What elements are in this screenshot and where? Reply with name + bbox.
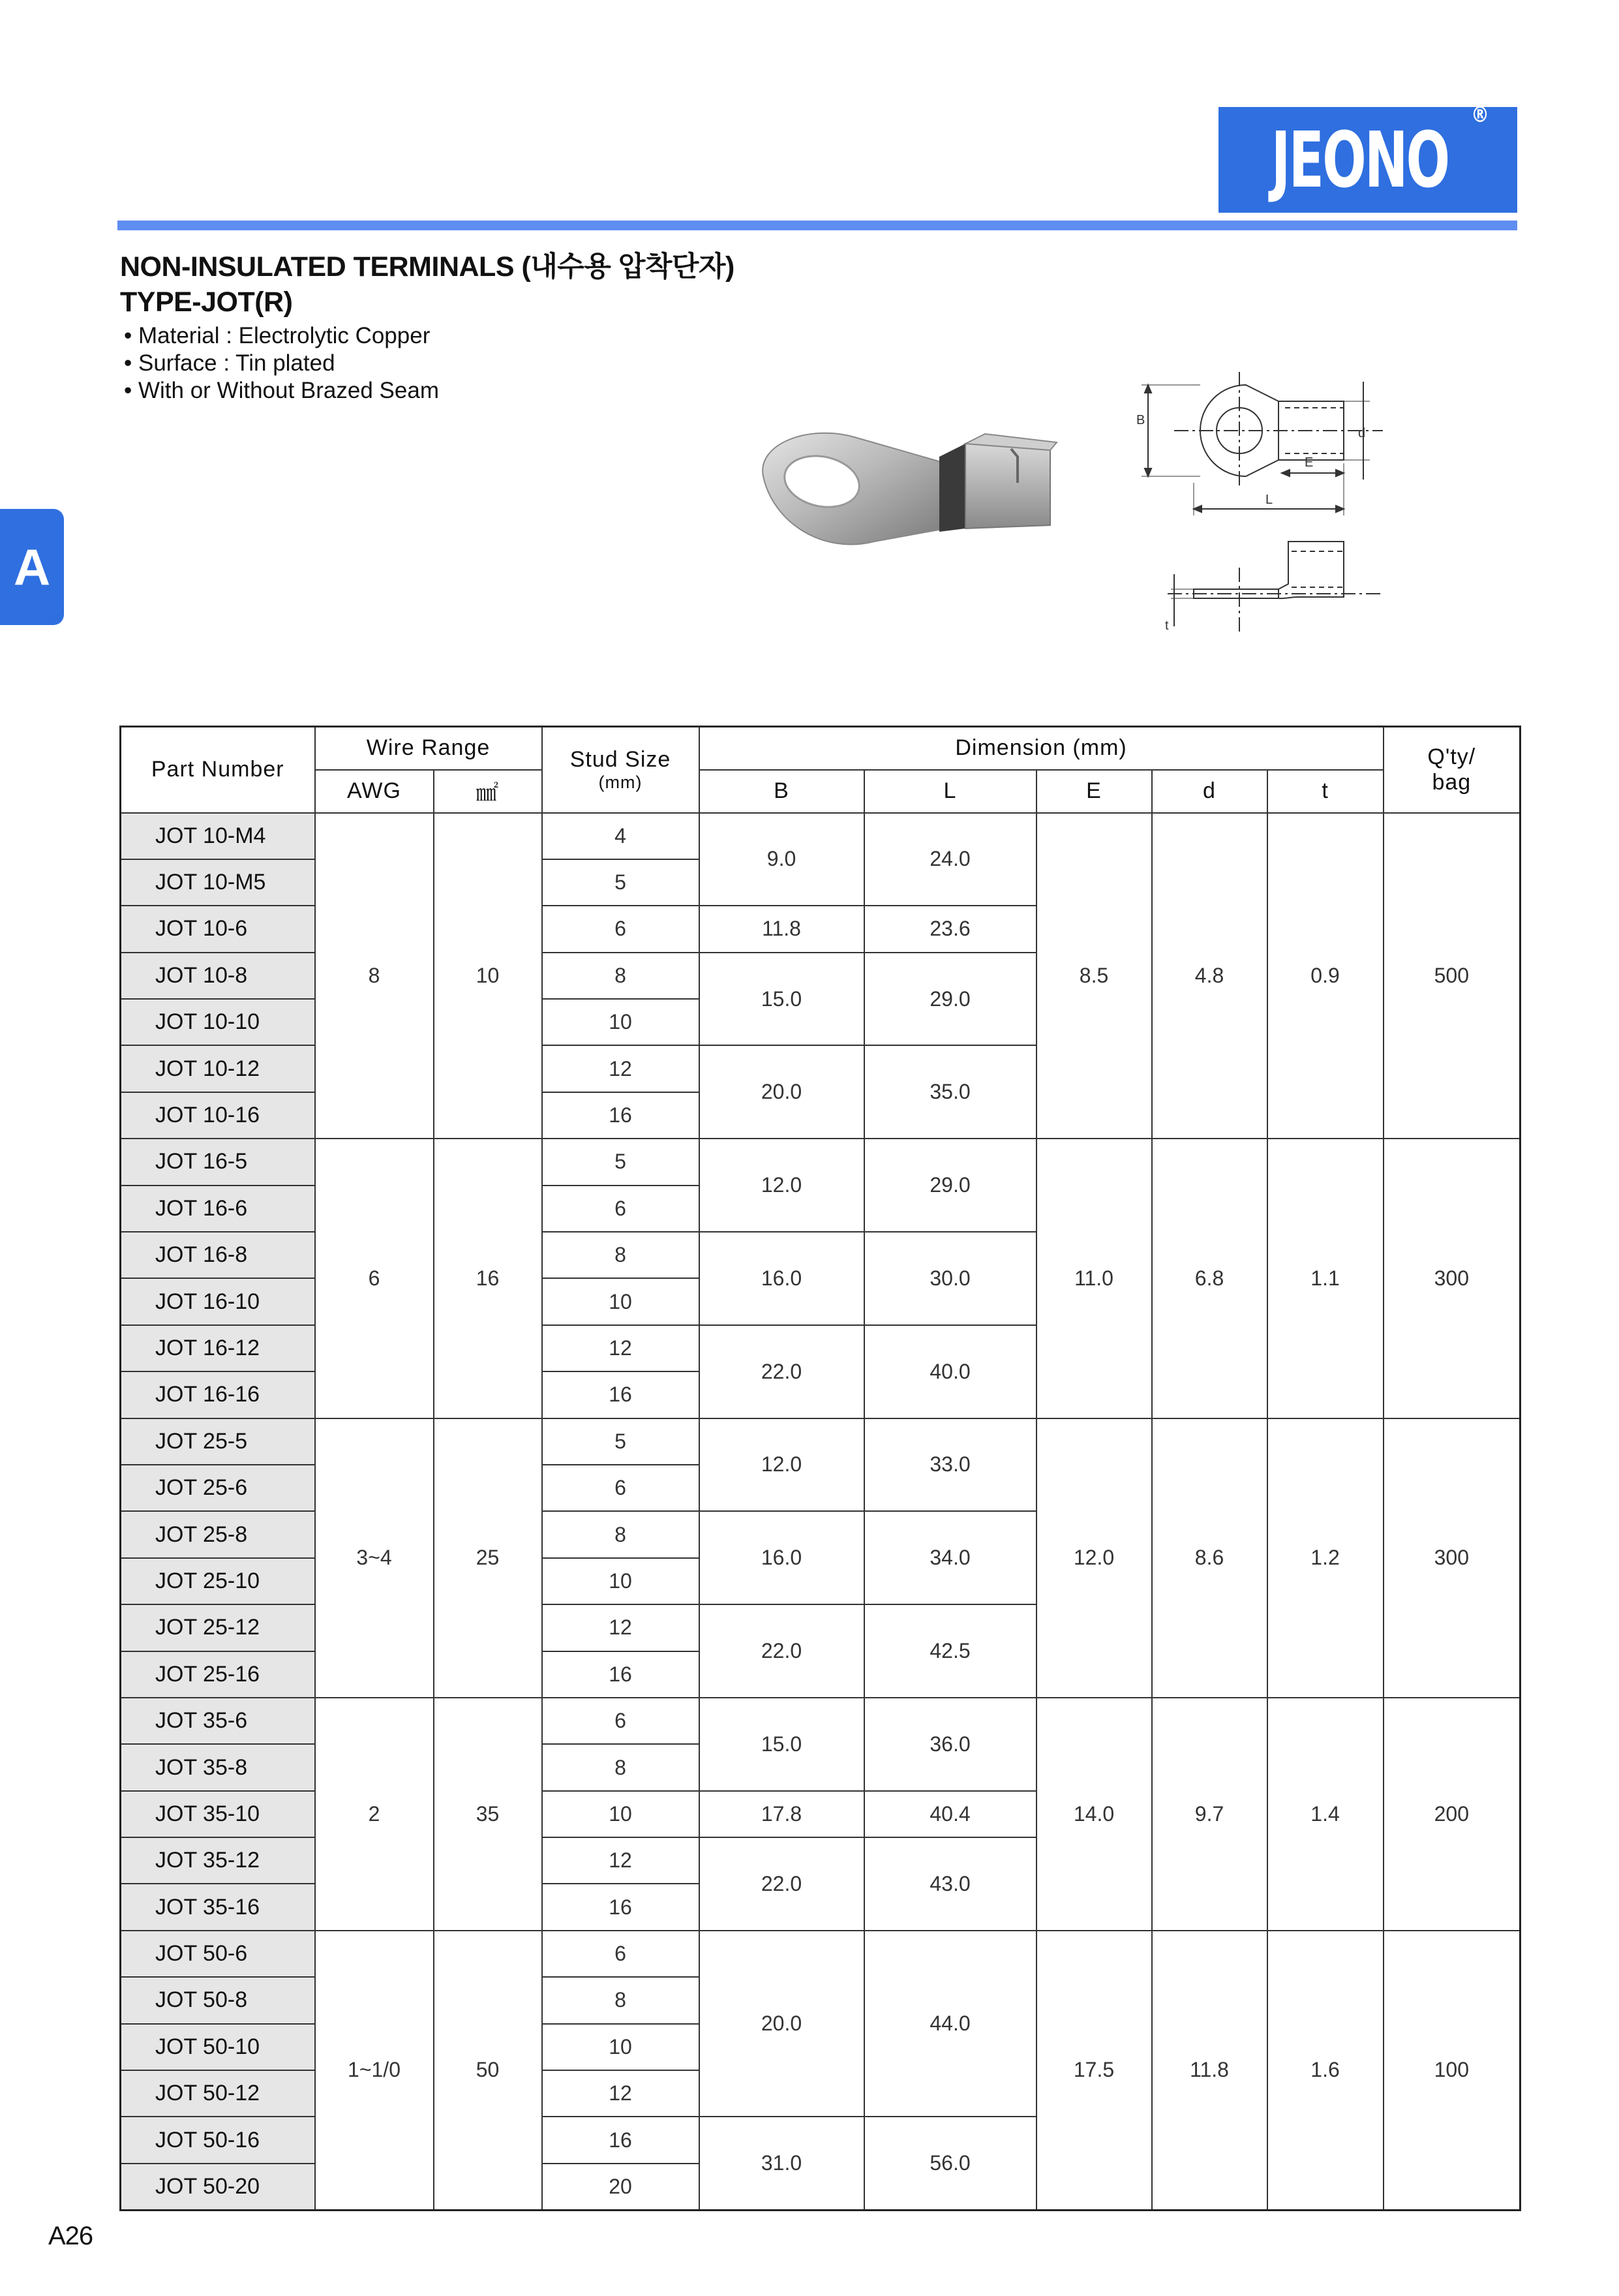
t-value: 1.1 xyxy=(1267,1139,1384,1418)
part-number: JOT 35-6 xyxy=(121,1698,315,1744)
part-number: JOT 10-8 xyxy=(121,953,315,999)
header-stud-unit: (mm) xyxy=(598,772,643,792)
header-t: t xyxy=(1267,770,1384,813)
l-value: 56.0 xyxy=(864,2117,1036,2210)
l-value: 36.0 xyxy=(864,1698,1036,1791)
stud-value: 10 xyxy=(542,1278,699,1324)
label-e: E xyxy=(1305,455,1314,470)
part-number: JOT 50-8 xyxy=(121,1977,315,2023)
brand-logo xyxy=(1218,102,1517,213)
l-value: 23.6 xyxy=(864,906,1036,952)
part-number: JOT 50-20 xyxy=(121,2164,315,2210)
mm2-value: 35 xyxy=(434,1698,542,1931)
b-value: 22.0 xyxy=(699,1325,864,1418)
header-e: E xyxy=(1036,770,1152,813)
part-number: JOT 16-5 xyxy=(121,1139,315,1185)
stud-value: 16 xyxy=(542,1884,699,1930)
title-line-1: NON-INSULATED TERMINALS (내수용 압착단자) xyxy=(120,251,734,283)
part-number: JOT 35-8 xyxy=(121,1744,315,1790)
stud-value: 16 xyxy=(542,1371,699,1418)
header-awg: AWG xyxy=(315,770,434,813)
stud-value: 10 xyxy=(542,1791,699,1837)
t-value: 1.6 xyxy=(1267,1931,1384,2210)
feature-item: • With or Without Brazed Seam xyxy=(124,377,439,405)
l-value: 24.0 xyxy=(864,813,1036,906)
section-tab: A xyxy=(0,509,64,625)
label-d: d xyxy=(1358,426,1366,440)
part-number: JOT 50-6 xyxy=(121,1931,315,1977)
b-value: 22.0 xyxy=(699,1604,864,1698)
stud-value: 6 xyxy=(542,1931,699,1977)
t-value: 0.9 xyxy=(1267,813,1384,1139)
spec-table xyxy=(119,726,1521,2211)
qty-value: 100 xyxy=(1384,1931,1521,2210)
b-value: 20.0 xyxy=(699,1045,864,1139)
stud-value: 8 xyxy=(542,1232,699,1278)
l-value: 29.0 xyxy=(864,1139,1036,1232)
l-value: 35.0 xyxy=(864,1045,1036,1139)
stud-value: 20 xyxy=(542,2164,699,2210)
part-number: JOT 25-16 xyxy=(121,1651,315,1698)
table-row xyxy=(121,1418,1521,1465)
d-value: 6.8 xyxy=(1152,1139,1267,1418)
header-part-number: Part Number xyxy=(121,727,315,813)
terminal-photo xyxy=(750,418,1063,574)
stud-value: 16 xyxy=(542,1092,699,1139)
part-number: JOT 50-10 xyxy=(121,2024,315,2070)
stud-value: 5 xyxy=(542,859,699,906)
feature-item: • Material : Electrolytic Copper xyxy=(124,322,439,350)
part-number: JOT 35-12 xyxy=(121,1837,315,1884)
registered-mark: ® xyxy=(1471,102,1487,128)
b-value: 22.0 xyxy=(699,1837,864,1931)
d-value: 11.8 xyxy=(1152,1931,1267,2210)
stud-value: 10 xyxy=(542,999,699,1045)
t-value: 1.2 xyxy=(1267,1418,1384,1698)
label-l: L xyxy=(1265,493,1273,507)
d-value: 9.7 xyxy=(1152,1698,1267,1931)
t-value: 1.4 xyxy=(1267,1698,1384,1931)
stud-value: 8 xyxy=(542,953,699,999)
brand-name: JEONO xyxy=(1271,115,1449,205)
part-number: JOT 35-16 xyxy=(121,1884,315,1930)
b-value: 16.0 xyxy=(699,1511,864,1604)
part-number: JOT 16-16 xyxy=(121,1371,315,1418)
l-value: 29.0 xyxy=(864,953,1036,1046)
stud-value: 16 xyxy=(542,1651,699,1698)
title-line-2: TYPE-JOT(R) xyxy=(120,286,293,318)
table-row xyxy=(121,1139,1521,1185)
l-value: 43.0 xyxy=(864,1837,1036,1931)
header-dimension: Dimension (mm) xyxy=(699,727,1384,770)
stud-value: 12 xyxy=(542,1045,699,1092)
page-number: A26 xyxy=(48,2222,93,2250)
b-value: 11.8 xyxy=(699,906,864,952)
header-qty-line1: Q'ty/ xyxy=(1427,744,1476,769)
d-value: 4.8 xyxy=(1152,813,1267,1139)
part-number: JOT 25-12 xyxy=(121,1604,315,1651)
header-qty-line2: bag xyxy=(1432,769,1472,795)
stud-value: 6 xyxy=(542,1465,699,1511)
stud-value: 12 xyxy=(542,1837,699,1884)
stud-value: 5 xyxy=(542,1139,699,1185)
e-value: 8.5 xyxy=(1036,813,1152,1139)
part-number: JOT 50-16 xyxy=(121,2117,315,2163)
header-b: B xyxy=(699,770,864,813)
qty-value: 300 xyxy=(1384,1139,1521,1418)
table-row xyxy=(121,813,1521,859)
b-value: 31.0 xyxy=(699,2117,864,2210)
part-number: JOT 16-6 xyxy=(121,1186,315,1232)
stud-value: 8 xyxy=(542,1744,699,1790)
stud-value: 6 xyxy=(542,1698,699,1744)
part-number: JOT 25-6 xyxy=(121,1465,315,1511)
part-number: JOT 10-6 xyxy=(121,906,315,952)
table-row xyxy=(121,1931,1521,1977)
label-t: t xyxy=(1165,619,1169,633)
b-value: 12.0 xyxy=(699,1139,864,1232)
l-value: 40.4 xyxy=(864,1791,1036,1837)
stud-value: 10 xyxy=(542,1558,699,1604)
part-number: JOT 16-12 xyxy=(121,1325,315,1371)
part-number: JOT 25-8 xyxy=(121,1511,315,1557)
b-value: 9.0 xyxy=(699,813,864,906)
stud-value: 12 xyxy=(542,1325,699,1371)
b-value: 15.0 xyxy=(699,1698,864,1791)
l-value: 40.0 xyxy=(864,1325,1036,1418)
part-number: JOT 50-12 xyxy=(121,2070,315,2117)
part-number: JOT 25-5 xyxy=(121,1418,315,1465)
l-value: 33.0 xyxy=(864,1418,1036,1512)
part-number: JOT 10-10 xyxy=(121,999,315,1045)
stud-value: 5 xyxy=(542,1418,699,1465)
e-value: 12.0 xyxy=(1036,1418,1152,1698)
stud-value: 16 xyxy=(542,2117,699,2163)
part-number: JOT 25-10 xyxy=(121,1558,315,1604)
b-value: 16.0 xyxy=(699,1232,864,1325)
mm2-value: 10 xyxy=(434,813,542,1139)
stud-value: 6 xyxy=(542,906,699,952)
header-stud-label: Stud Size xyxy=(569,746,671,772)
qty-value: 200 xyxy=(1384,1698,1521,1931)
header-rule xyxy=(117,221,1517,230)
stud-value: 10 xyxy=(542,2024,699,2070)
stud-value: 8 xyxy=(542,1977,699,2023)
stud-value: 12 xyxy=(542,1604,699,1651)
part-number: JOT 10-12 xyxy=(121,1045,315,1092)
awg-value: 1~1/0 xyxy=(315,1931,434,2210)
qty-value: 300 xyxy=(1384,1418,1521,1698)
b-value: 15.0 xyxy=(699,953,864,1046)
mm2-value: 16 xyxy=(434,1139,542,1418)
page-title xyxy=(120,249,734,320)
feature-list xyxy=(124,322,439,405)
e-value: 17.5 xyxy=(1036,1931,1152,2210)
part-number: JOT 10-M5 xyxy=(121,859,315,906)
awg-value: 6 xyxy=(315,1139,434,1418)
mm2-value: 25 xyxy=(434,1418,542,1698)
header-mm2: ㎟ xyxy=(434,770,542,813)
part-number: JOT 16-8 xyxy=(121,1232,315,1278)
b-value: 20.0 xyxy=(699,1931,864,2117)
l-value: 34.0 xyxy=(864,1511,1036,1604)
b-value: 12.0 xyxy=(699,1418,864,1512)
e-value: 11.0 xyxy=(1036,1139,1152,1418)
mm2-value: 50 xyxy=(434,1931,542,2210)
l-value: 42.5 xyxy=(864,1604,1036,1698)
stud-value: 4 xyxy=(542,813,699,859)
part-number: JOT 35-10 xyxy=(121,1791,315,1837)
part-number: JOT 16-10 xyxy=(121,1278,315,1324)
l-value: 30.0 xyxy=(864,1232,1036,1325)
header-stud-size xyxy=(542,727,699,813)
awg-value: 3~4 xyxy=(315,1418,434,1698)
d-value: 8.6 xyxy=(1152,1418,1267,1698)
e-value: 14.0 xyxy=(1036,1698,1152,1931)
stud-value: 6 xyxy=(542,1186,699,1232)
stud-value: 12 xyxy=(542,2070,699,2117)
table-row xyxy=(121,1698,1521,1744)
stud-value: 8 xyxy=(542,1511,699,1557)
feature-item: • Surface : Tin plated xyxy=(124,350,439,377)
header-qty xyxy=(1384,727,1521,813)
awg-value: 8 xyxy=(315,813,434,1139)
header-wire-range: Wire Range xyxy=(315,727,542,770)
part-number: JOT 10-M4 xyxy=(121,813,315,859)
label-b: B xyxy=(1136,413,1145,427)
qty-value: 500 xyxy=(1384,813,1521,1139)
b-value: 17.8 xyxy=(699,1791,864,1837)
dimension-drawing xyxy=(1109,352,1487,652)
awg-value: 2 xyxy=(315,1698,434,1931)
part-number: JOT 10-16 xyxy=(121,1092,315,1139)
l-value: 44.0 xyxy=(864,1931,1036,2117)
header-l: L xyxy=(864,770,1036,813)
header-d: d xyxy=(1152,770,1267,813)
